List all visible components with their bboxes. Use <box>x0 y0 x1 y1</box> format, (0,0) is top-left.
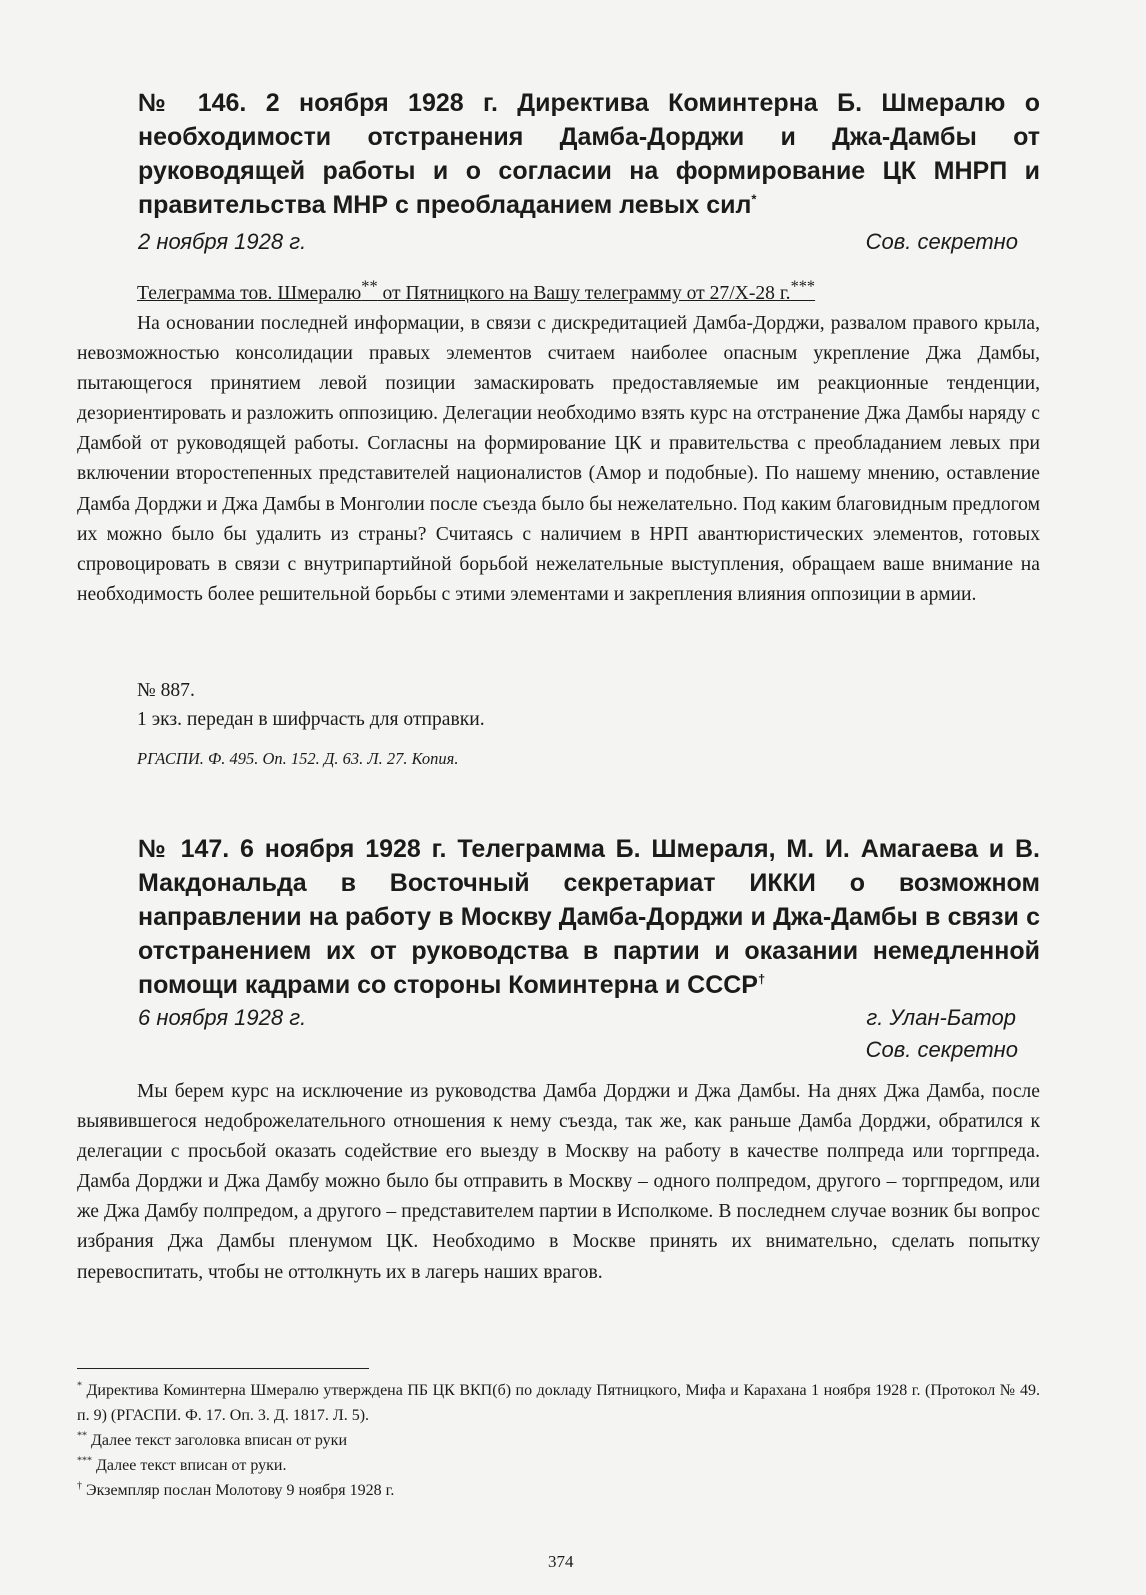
footnote-2-text: Далее текст заголовка вписан от руки <box>87 1432 347 1449</box>
doc146-number: № 887. <box>137 680 195 701</box>
page-number: 374 <box>548 1552 574 1571</box>
doc146-copies-note: 1 экз. передан в шифрчасть для отправки. <box>137 709 485 730</box>
doc147-title <box>138 832 1040 1002</box>
doc146-title-text: № 146. 2 ноября 1928 г. Директива Коминтерна Б. Шмералю о необходимости отстранения Дамба-Дорджи и Джа-Дамбы от руководящей работы и о согласии на формирование ЦК МНРП и правительства МНР с преобладанием левых сил <box>138 89 1040 219</box>
doc146-header-mark-a: ** <box>361 276 378 296</box>
doc146-body <box>77 309 1040 610</box>
footnote-4 <box>77 1478 1040 1503</box>
doc146-archive-reference: РГАСПИ. Ф. 495. Оп. 152. Д. 63. Л. 27. Копия. <box>137 749 459 768</box>
doc146-paragraph: На основании последней информации, в связи с дискредитацией Дамба-Дорджи, развалом правого крыла, невозможностью консолидации правых элементов считаем наиболее опасным укрепление Джа Дамбы, пытающегося принятием левой позиции замаскировать предоставляемые им реакционные тенденции, дезориентировать и разложить оппозицию. Делегации необходимо взять курс на отстранение Джа Дамбы наряду с Дамбой от руководящей работы. Согласны на формирование ЦК и правительства с преобладанием левых при включении второстепенных представителей националистов (Амор и подобные). По нашему мнению, оставление Дамба Дорджи и Джа Дамбы в Монголии после съезда было бы нежелательно. Под каким благовидным предлогом их можно было бы удалить из страны? Считаясь с наличием в НРП авантюристических элементов, готовых спровоцировать в связи с внутрипартийной борьбой нежелательные выступления, обращаем ваше внимание на необходимость более решительной борьбы с этими элементами и закрепления влияния оппозиции в армии. <box>77 313 1040 605</box>
doc146-header-mark-b: *** <box>790 276 816 296</box>
doc147-place: г. Улан-Батор <box>866 1005 1016 1030</box>
footnote-2 <box>77 1428 1040 1453</box>
footnote-1 <box>77 1378 1040 1428</box>
footnote-4-text: Экземпляр послан Молотову 9 ноября 1928 г. <box>82 1482 395 1499</box>
doc147-classification: Сов. секретно <box>865 1037 1018 1062</box>
footnote-3-mark: *** <box>77 1455 92 1467</box>
doc146-header-part-a: Телеграмма тов. Шмералю <box>137 283 362 304</box>
doc146-title <box>138 86 1040 222</box>
doc147-paragraph: Мы берем курс на исключение из руководства Дамба Дорджи и Джа Дамбы. На днях Джа Дамба, после выявившегося недоброжелательного отношения к нему съезда, так же, как раньше Дамба Дорджи, обратился к делегации с просьбой оказать содействие его выезду в Москву на работу в качестве полпреда или торгпреда. Дамба Дорджи и Джа Дамбу можно было бы отправить в Москву – одного полпредом, другого – торгпредом, или же Джа Дамбу полпредом, а другого – представителем партии в Исполкоме. В последнем случае возник бы вопрос избрания Джа Дамбы пленумом ЦК. Необходимо в Москве принять их внимательно, сделать попытку перевоспитать, чтобы не оттолкнуть их в лагерь наших врагов. <box>77 1081 1040 1283</box>
footnote-3 <box>77 1453 1040 1478</box>
doc146-date: 2 ноября 1928 г. <box>138 229 307 254</box>
footnote-2-mark: ** <box>77 1430 87 1442</box>
doc147-title-text: № 147. 6 ноября 1928 г. Телеграмма Б. Шмераля, М. И. Амагаева и В. Макдональда в Восточный секретариат ИККИ о возможном направлении на работу в Москву Дамба-Дорджи и Джа-Дамбы в связи с отстранением их от руководства в партии и оказании немедленной помощи кадрами со стороны Коминтерна и СССР <box>138 835 1040 999</box>
doc146-title-footnote-mark: * <box>751 191 757 207</box>
footnote-4-mark: † <box>77 1480 82 1492</box>
doc146-telegram-header <box>137 276 816 308</box>
footnote-1-mark: * <box>77 1380 82 1392</box>
footnote-1-text: Директива Коминтерна Шмералю утверждена ПБ ЦК ВКП(б) по докладу Пятницкого, Мифа и Карахана 1 ноября 1928 г. (Протокол № 49. п. 9) (РГАСПИ. Ф. 17. Оп. 3. Д. 1817. Л. 5). <box>77 1382 1040 1424</box>
footnotes <box>77 1378 1040 1503</box>
doc147-date: 6 ноября 1928 г. <box>138 1005 307 1030</box>
footnote-3-text: Далее текст вписан от руки. <box>92 1457 287 1474</box>
doc147-body <box>77 1077 1040 1288</box>
doc146-classification: Сов. секретно <box>865 229 1018 254</box>
doc147-title-footnote-mark: † <box>757 971 766 987</box>
doc146-header-part-b: от Пятницкого на Вашу телеграмму от 27/X-28 г. <box>377 283 791 304</box>
footnote-divider <box>77 1368 369 1369</box>
